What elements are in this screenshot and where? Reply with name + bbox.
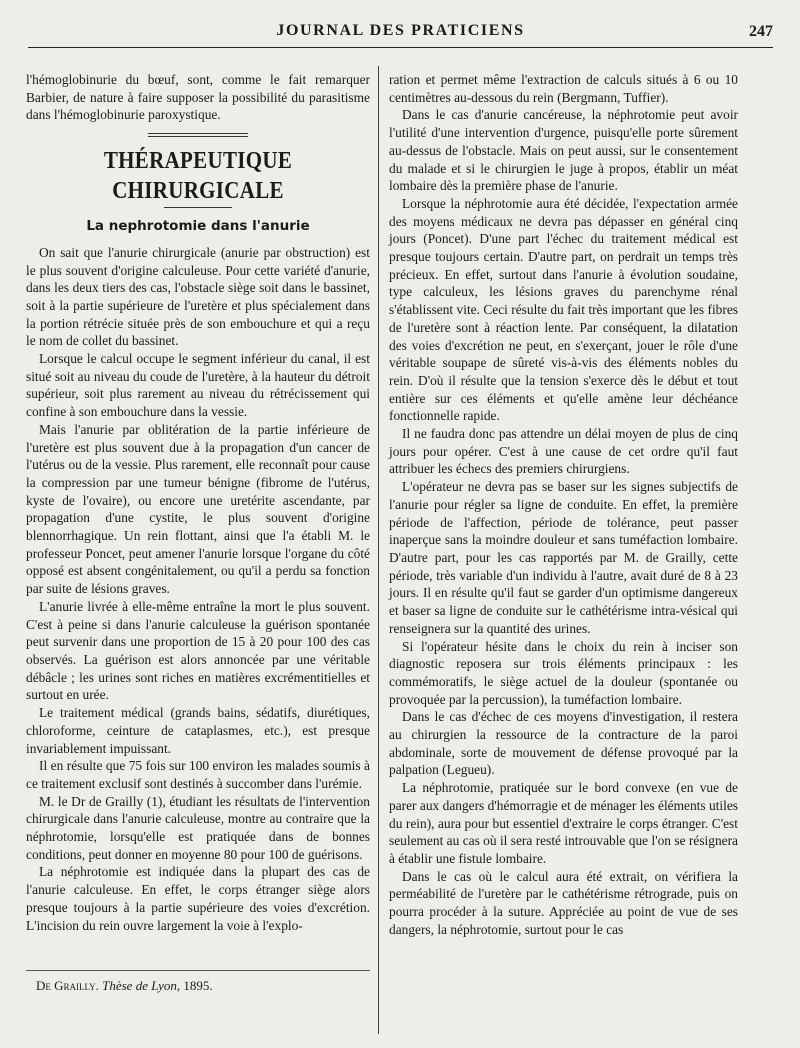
paragraph: L'opérateur ne devra pas se baser sur les signes subjectifs de l'anurie pour régler sa ligne de conduite. En effet, la première période de l'affection, période de tolérance, peut passer inaperçue sans la moindre douleur et sans tuméfaction lombaire. D'autre part, pour les cas rapportés par M. de Grailly, cette période, très variable d'un individu à l'autre, avait duré de 8 à 23 jours. Il en résulte qu'il faut se garder d'un optimisme dangereux et baser sa ligne de conduite sur le cathétérisme intra-vésical qui renseignera sur la quantité des urines. xyxy=(389,479,738,636)
column-divider xyxy=(378,66,379,1034)
paragraph: Lorsque la néphrotomie aura été décidée, l'expectation armée des moyens médicaux ne devra pas dépasser en général cinq jours (Poncet). D'une part l'échec du traitement médical est presque toujours certain. D'autre part, on perdrait un temps très précieux. En effet, surtout dans l'anurie à évolution soudaine, type calculeux, les lésions graves du parenchyme rénal s'établissent vite. Ceci résulte du fait très important que les fibres de l'uretère sont à réaction lente. Par conséquent, la dilatation des voies d'excrétion ne peut, en s'exerçant, jouer le rôle d'une véritable soupape de sûreté vis-à-vis des éléments nobles du rein. D'où il résulte que la tension s'exerce dès le début et tout entière sur ces éléments et qu'elle amène leur déchéance fonctionnelle rapide. xyxy=(389,195,738,424)
paragraph: Mais l'anurie par oblitération de la partie inférieure de l'uretère est plus souvent due à la propagation d'un cancer de l'utérus ou de la vessie. Plus rarement, elle reconnaît pour cause la compression par une tumeur bénigne (fibrome de l'utérus, kyste de l'ovaire), ou encore une uretérite ascendante, par propagation d'une cystite, le plus souvent d'origine blennorrhagique. Un rein flottant, ainsi que l'a établi M. le professeur Poncet, peut amener l'anurie lorsque l'organe du côté opposé est absent congénitalement, ou qu'il a perdu sa fonction par suite de lésions graves. xyxy=(26,421,370,597)
paragraph: La néphrotomie est indiquée dans la plupart des cas de l'anurie calculeuse. En effet, le corps étranger siège alors presque toujours à la partie supérieure des voies d'excrétion. L'incision du rein ouvre largement la voie à l'explo- xyxy=(26,864,370,933)
subsection-title: La nephrotomie dans l'anurie xyxy=(86,218,310,235)
paragraph: ration et permet même l'extraction de calculs situés à 6 ou 10 centimètres au-dessous du rein (Bergmann, Tuffier). xyxy=(389,72,738,105)
paragraph: On sait que l'anurie chirurgicale (anurie par obstruction) est le plus souvent d'origine calculeuse. Pour cette variété d'anurie, dans les deux tiers des cas, l'obstacle siège soit dans le bassinet, soit à la partie supérieure de l'uretère et plus spécialement dans la portion rétrécie située près de son embouchure et qui a reçu le nom de collet du bassinet. xyxy=(26,244,370,349)
paragraph: Le traitement médical (grands bains, sédatifs, diurétiques, chloroforme, ceinture de cataplasmes, etc.), est presque invariablement impuissant. xyxy=(26,705,370,756)
paragraph: Dans le cas d'échec de ces moyens d'investigation, il restera au chirurgien la ressource de la contracture de la paroi abdominale, sorte de mouvement de défense provoqué par la palpation (Legueu). xyxy=(389,709,738,778)
section-title: THÉRAPEUTIQUE CHIRURGICALE xyxy=(103,146,293,204)
paragraph: Lorsque le calcul occupe le segment inférieur du canal, il est situé soit au niveau du coude de l'uretère, à la hauteur du détroit supérieur, soit plus rarement au niveau du rétrécissement qui confine à son embouchure dans la vessie. xyxy=(26,351,370,420)
paragraph: La néphrotomie, pratiquée sur le bord convexe (en vue de parer aux dangers d'hémorragie et de ménager les éléments utiles du rein), aura pour but essentiel d'extraire le corps étranger. C'est seulement au cas où il sera resté introuvable que l'on se résignera à établir une fistule lombaire. xyxy=(389,780,738,866)
footnote-author: De Grailly. xyxy=(36,978,99,993)
paragraph: L'anurie livrée à elle-même entraîne la mort le plus souvent. C'est à peine si dans l'anurie calculeuse la guérison spontanée peut survenir dans une proportion de 15 à 20 pour 100 des cas observés. La guérison est alors annoncée par une véritable débâcle ; les urines sont riches en matières excrémentitielles et surtout en urée. xyxy=(26,598,370,703)
paragraph: Il en résulte que 75 fois sur 100 environ les malades soumis à ce traitement exclusif sont destinés à succomber dans l'urémie. xyxy=(26,758,370,791)
footnote-year: , 1895. xyxy=(176,978,213,993)
paragraph: Dans le cas d'anurie cancéreuse, la néphrotomie peut avoir l'utilité d'une intervention d'urgence, puisqu'elle porte sûrement au-dessus de l'obstacle. Mais on peut aussi, sur le consentement du malade et si le chirurgien le juge à propos, établir un méat lombaire dès la première phase de l'anurie. xyxy=(389,107,738,194)
footnote xyxy=(36,978,366,994)
paragraph: Il ne faudra donc pas attendre un délai moyen de plus de cinq jours pour opérer. C'est à une cause de cet ordre qu'il faut attribuer les échecs des premiers chirurgiens. xyxy=(389,426,738,477)
left-column xyxy=(26,71,370,934)
paragraph: M. le Dr de Grailly (1), étudiant les résultats de l'intervention chirurgicale dans l'anurie calculeuse, montre au contraire que la néphrotomie, lorsqu'elle est pratiquée dans de bonnes conditions, peut donner en moyenne 80 pour 100 de guérisons. xyxy=(26,793,370,862)
page-number: 247 xyxy=(749,23,773,40)
right-column xyxy=(389,71,738,938)
running-head xyxy=(28,22,773,44)
paragraph: Dans le cas où le calcul aura été extrait, on vérifiera la perméabilité de l'uretère par le cathétérisme rétrograde, puis on pourra procéder à la suture. Appréciée au point de vue de ses dangers, la néphrotomie, surtout pour le cas xyxy=(389,868,738,937)
header-rule xyxy=(28,47,773,48)
section-double-rule xyxy=(148,133,248,137)
section-rule xyxy=(164,207,232,208)
footnote-title: Thèse de Lyon xyxy=(102,978,177,993)
footnote-rule xyxy=(26,970,370,971)
paragraph: l'hémoglobinurie du bœuf, sont, comme le fait remarquer Barbier, de nature à faire supposer la possibilité du parasitisme dans l'hémoglobinurie paroxystique. xyxy=(26,72,370,123)
paragraph: Si l'opérateur hésite dans le choix du rein à inciser son diagnostic reposera sur trois éléments principaux : les commémoratifs, le siège actuel de la douleur (spontanée ou provoquée par la percussion), la tuméfaction lombaire. xyxy=(389,638,738,707)
journal-title: JOURNAL DES PRATICIENS xyxy=(276,22,525,39)
